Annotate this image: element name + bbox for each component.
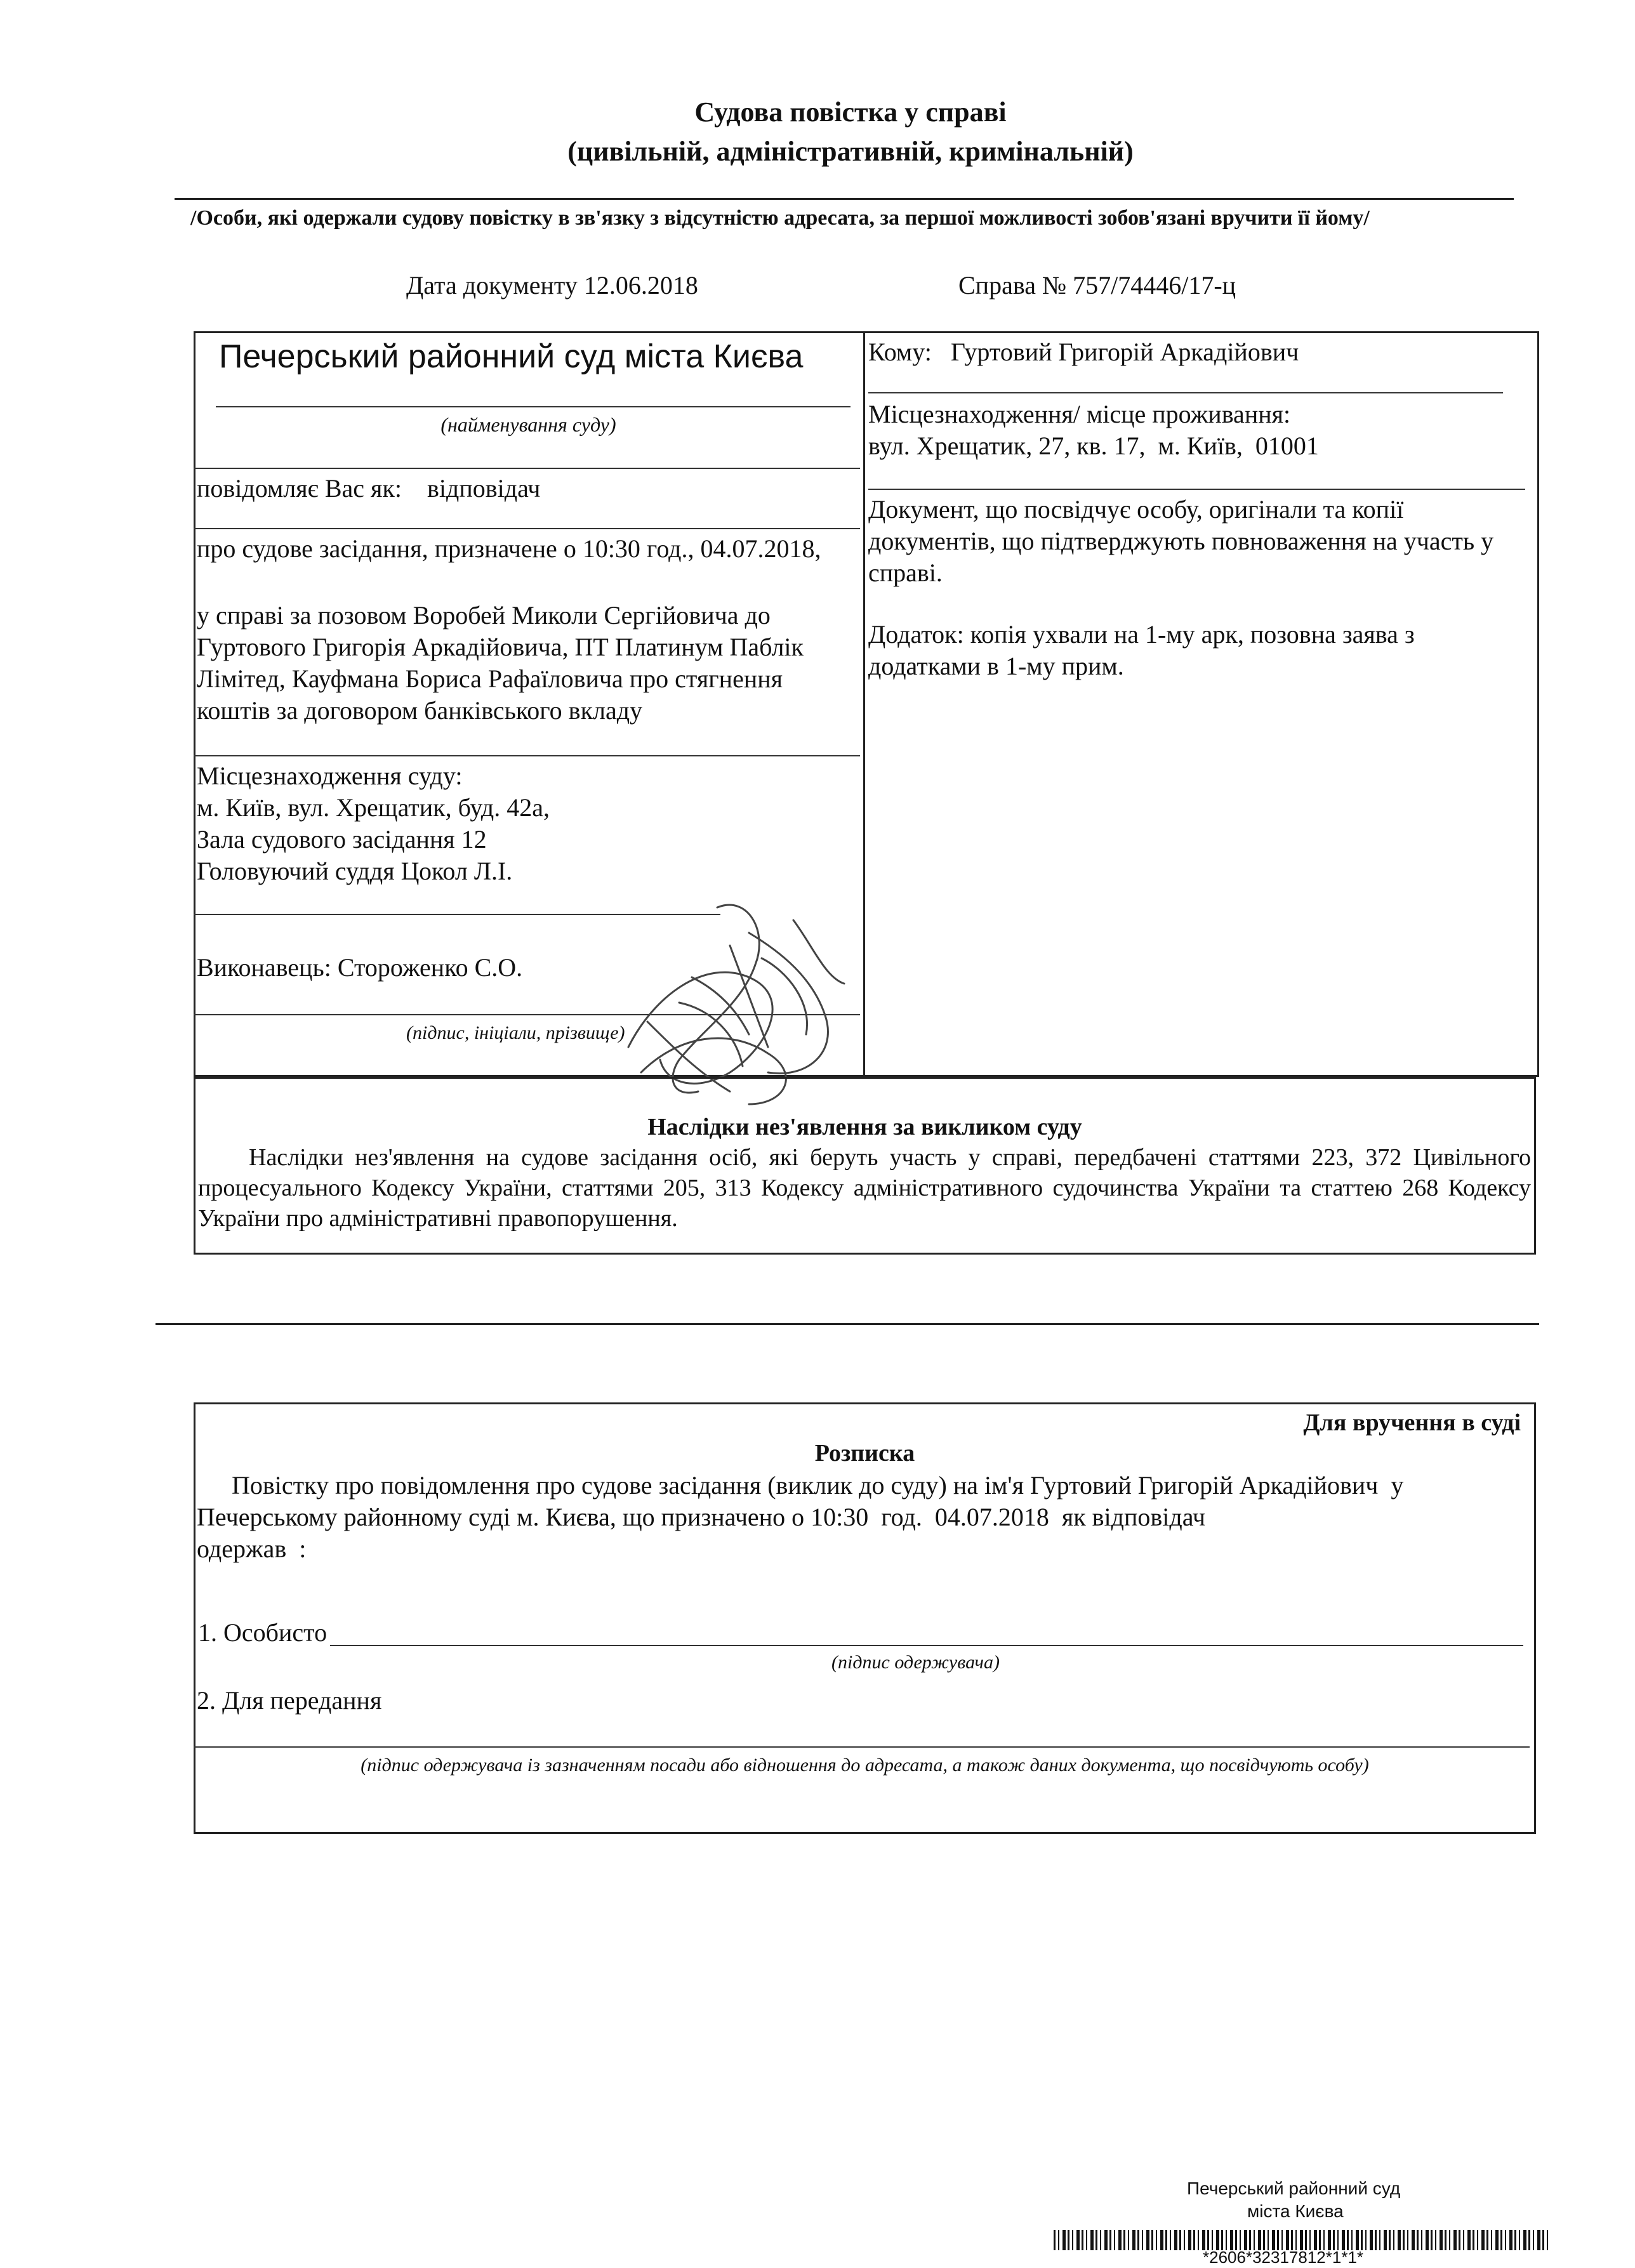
signature-caption: (підпис, ініціали, прізвище) (406, 1022, 625, 1043)
consequences-title: Наслідки нез'явлення за викликом суду (647, 1114, 1082, 1140)
cut-line (156, 1323, 1539, 1325)
footer-court-stamp: Печерський районний суд (1187, 2179, 1401, 2198)
receipt-for-transfer: 2. Для передання (197, 1686, 382, 1715)
presiding-judge: Головуючий суддя Цокол Л.І. (197, 857, 513, 885)
transfer-signature-caption: (підпис одержувача із зазначенням посади або відношення до адресата, а також даних документа, що посвідчують особу) (361, 1755, 1369, 1776)
transfer-signature-line[interactable] (194, 1746, 1530, 1748)
executor: Виконавець: Стороженко С.О. (197, 953, 523, 982)
consequences-text: Наслідки нез'явлення на судове засідання осіб, які беруть участь у справі, передбачені статтями 223, 372 Цивільного процесуального Кодексу України, статтями 205, 313 Кодексу адміністративного судочинства України та статтею 268 Кодексу України про адміністративні правопорушення. (198, 1144, 1531, 1232)
court-name-underline (216, 406, 851, 407)
receipt-title: Розписка (814, 1440, 915, 1467)
required-documents: Документ, що посвідчує особу, оригінали та копії документів, що підтверджують повноваження на участь у справі. (868, 495, 1494, 587)
receipt-text-1: Повістку про повідомлення про судове засідання (виклик до суду) на ім'я Гуртовий Григорій Аркадійович у (232, 1471, 1404, 1500)
court-name-caption: (найменування суду) (440, 413, 616, 436)
left-divider-1 (194, 468, 860, 469)
document-title: Судова повістка у справі (694, 96, 1007, 128)
receipt-personally: 1. Особисто (198, 1618, 328, 1647)
document-subtitle: (цивільній, адміністративній, кримінальній) (567, 136, 1134, 167)
receipt-text-3: одержав : (197, 1534, 307, 1563)
top-divider (175, 198, 1514, 200)
residence-underline (868, 489, 1525, 490)
barcode-number: *2606*32317812*1*1* (1203, 2248, 1364, 2267)
attachments: Додаток: копія ухвали на 1-му арк, позовна заява з додатками в 1-му прим. (868, 620, 1415, 680)
residence-label: Місцезнаходження/ місце проживання: (868, 400, 1291, 428)
recipient-signature-caption: (підпис одержувача) (831, 1652, 1000, 1673)
case-number: Справа № 757/74446/17-ц (958, 271, 1236, 300)
hearing-info: про судове засідання, призначене о 10:30 год., 04.07.2018, (197, 534, 821, 563)
court-location-label: Місцезнаходження суду: (197, 761, 463, 790)
court-location-address: м. Київ, вул. Хрещатик, буд. 42а, (197, 793, 550, 822)
court-room: Зала судового засідання 12 (197, 825, 487, 854)
case-description: у справі за позовом Воробей Миколи Сергійовича до Гуртового Григорія Аркадійовича, ПТ Платинум Паблік Лімітед, Кауфмана Бориса Рафаїловича про стягнення коштів за договором банківського вкладу (197, 601, 804, 725)
receipt-text-2: Печерському районному суді м. Києва, що призначено о 10:30 год. 04.07.2018 як відповідач (197, 1503, 1206, 1531)
for-court-delivery: Для вручення в суді (1303, 1409, 1521, 1436)
left-divider-3 (194, 755, 860, 756)
personally-signature-line[interactable] (330, 1645, 1523, 1646)
left-divider-2 (194, 528, 860, 529)
footer-court-stamp-city: міста Києва (1247, 2201, 1344, 2221)
recipient-underline (868, 392, 1503, 393)
document-date: Дата документу 12.06.2018 (406, 271, 698, 300)
residence-address: вул. Хрещатик, 27, кв. 17, м. Київ, 01001 (868, 432, 1319, 460)
notified-as: повідомляє Вас як: відповідач (197, 474, 541, 503)
forwarding-notice: /Особи, які одержали судову повістку в зв'язку з відсутністю адресата, за першої можливості зобов'язані вручити її йому/ (190, 206, 1370, 230)
court-name: Печерський районний суд міста Києва (219, 338, 804, 375)
recipient: Кому: Гуртовий Григорій Аркадійович (868, 338, 1299, 366)
